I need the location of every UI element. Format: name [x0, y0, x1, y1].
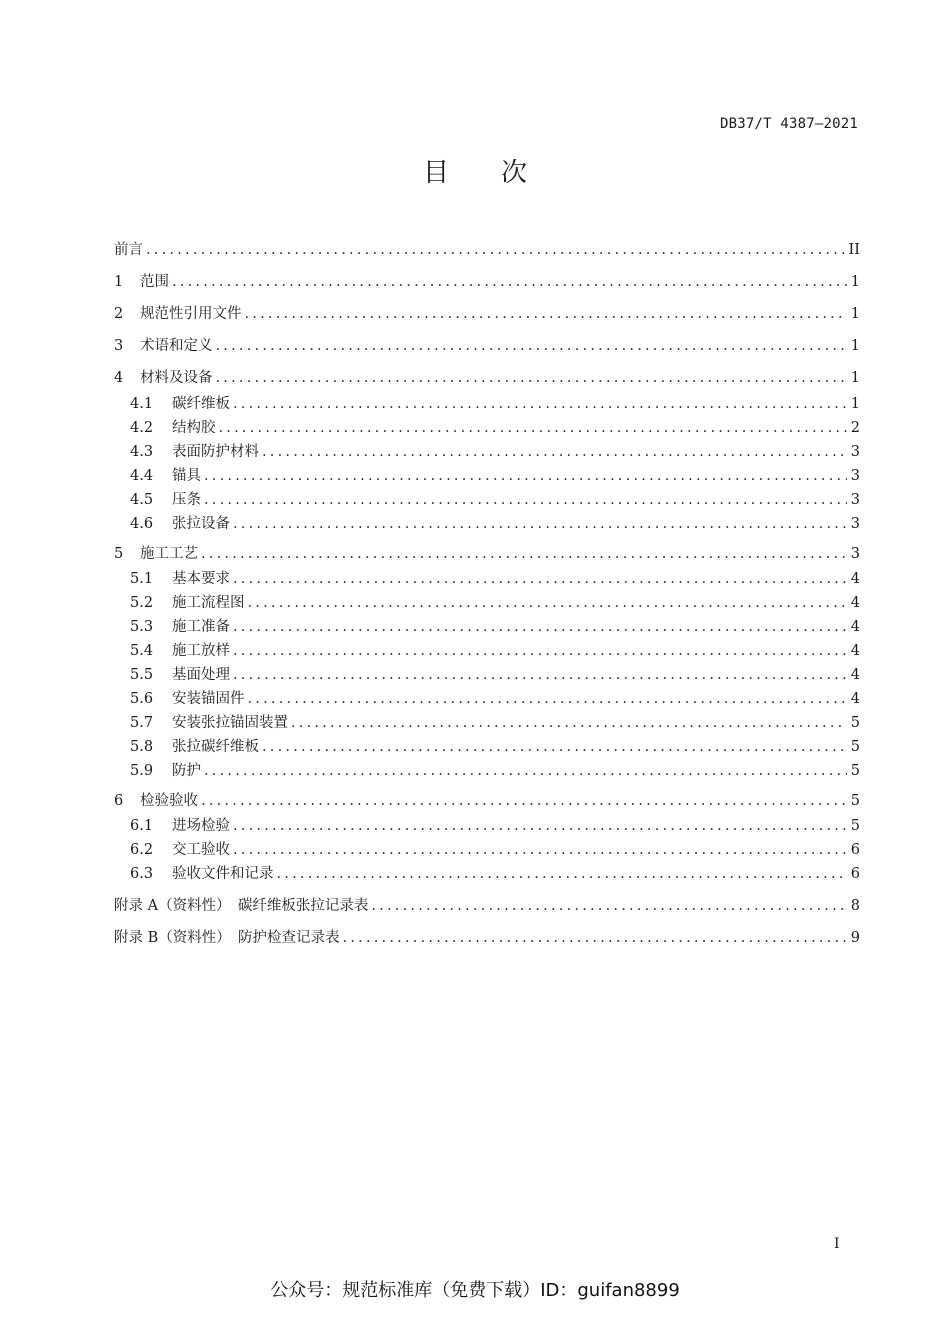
- toc-entry-label: 基本要求: [172, 571, 230, 587]
- toc-entry-number: 5.7: [130, 715, 154, 731]
- toc-entry-label: 表面防护材料: [172, 444, 259, 460]
- toc-leader-dots: [219, 418, 848, 438]
- toc-entry-label: 施工放样: [172, 643, 230, 659]
- toc-entry-label: 附录 A（资料性） 碳纤维板张拉记录表: [114, 898, 369, 914]
- toc-entry-number: 5.8: [130, 739, 154, 755]
- toc-entry-label: 施工工艺: [140, 546, 198, 562]
- toc-entry[interactable]: [114, 896, 860, 916]
- toc-entry[interactable]: [114, 791, 860, 811]
- toc-entry-label: 防护: [172, 763, 201, 779]
- toc-entry-label: 施工流程图: [172, 595, 245, 611]
- toc-leader-dots: [233, 665, 847, 685]
- toc-entry-number: 5.1: [130, 571, 154, 587]
- toc-entry[interactable]: [130, 689, 860, 709]
- toc-entry-number: 5.5: [130, 667, 154, 683]
- toc-entry-page: 3: [850, 516, 860, 532]
- toc-entry[interactable]: [130, 442, 860, 462]
- toc-entry[interactable]: [130, 514, 860, 534]
- toc-leader-dots: [204, 761, 847, 781]
- toc-entry-number: 5.6: [130, 691, 154, 707]
- toc-entry-page: 3: [850, 546, 860, 562]
- toc-leader-dots: [343, 928, 847, 948]
- title-char-1: 目: [422, 158, 449, 188]
- toc-entry-number: 1: [114, 274, 124, 290]
- toc-entry[interactable]: [130, 761, 860, 781]
- toc-entry-page: 3: [850, 444, 860, 460]
- toc-entry-number: 5.2: [130, 595, 154, 611]
- toc-entry-label: 验收文件和记录: [172, 866, 274, 882]
- toc-entry-label: 施工准备: [172, 619, 230, 635]
- toc-entry-page: 4: [850, 691, 860, 707]
- toc-entry[interactable]: [130, 713, 860, 733]
- toc-entry[interactable]: [130, 490, 860, 510]
- toc-entry-page: 1: [850, 338, 860, 354]
- toc-entry[interactable]: [130, 864, 860, 884]
- toc-leader-dots: [233, 840, 847, 860]
- toc-leader-dots: [371, 896, 847, 916]
- toc-leader-dots: [204, 466, 847, 486]
- toc-leader-dots: [248, 689, 848, 709]
- footer-watermark: 公众号：规范标准库（免费下载）ID：guifan8899: [270, 1280, 680, 1301]
- toc-entry-number: 4.2: [130, 420, 154, 436]
- toc-entry[interactable]: [130, 737, 860, 757]
- toc-entry-page: 5: [850, 739, 860, 755]
- toc-entry[interactable]: [130, 641, 860, 661]
- toc-entry-number: 4: [114, 370, 124, 386]
- title-char-2: 次: [501, 158, 528, 188]
- toc-entry-number: 4.4: [130, 468, 154, 484]
- toc-entry[interactable]: [130, 418, 860, 438]
- toc-leader-dots: [201, 791, 847, 811]
- toc-entry[interactable]: [114, 272, 860, 292]
- toc-leader-dots: [245, 304, 848, 324]
- toc-entry-page: 4: [850, 595, 860, 611]
- toc-entry-page: 5: [850, 793, 860, 809]
- toc-entry-page: 4: [850, 571, 860, 587]
- toc-leader-dots: [291, 713, 847, 733]
- toc-entry-label: 范围: [140, 274, 169, 290]
- toc-entry-page: 4: [850, 619, 860, 635]
- toc-entry-label: 结构胶: [172, 420, 216, 436]
- toc-entry-page: 1: [850, 370, 860, 386]
- toc-leader-dots: [201, 544, 847, 564]
- toc-entry-page: 6: [850, 866, 860, 882]
- page-number: I: [834, 1236, 840, 1252]
- toc-entry-page: 2: [850, 420, 860, 436]
- toc-entry-label: 碳纤维板: [172, 396, 230, 412]
- toc-entry[interactable]: [130, 466, 860, 486]
- toc-entry-number: 5.9: [130, 763, 154, 779]
- toc-entry-page: 3: [850, 492, 860, 508]
- toc-entry-page: 9: [850, 930, 860, 946]
- toc-leader-dots: [146, 240, 846, 260]
- toc-entry-label: 术语和定义: [140, 338, 213, 354]
- toc-entry[interactable]: [130, 665, 860, 685]
- toc-entry-label: 锚具: [172, 468, 201, 484]
- toc-entry-number: 4.3: [130, 444, 154, 460]
- toc-entry-number: 2: [114, 306, 124, 322]
- toc-entry[interactable]: [114, 336, 860, 356]
- toc-entry-number: 6.3: [130, 866, 154, 882]
- toc-entry-page: 5: [850, 715, 860, 731]
- toc-entry-number: 6: [114, 793, 124, 809]
- toc-entry-page: 5: [850, 763, 860, 779]
- toc-entry-label: 压条: [172, 492, 201, 508]
- toc-entry-page: 1: [850, 306, 860, 322]
- toc-leader-dots: [233, 617, 847, 637]
- toc-entry-number: 3: [114, 338, 124, 354]
- toc-entry-label: 安装锚固件: [172, 691, 245, 707]
- toc-leader-dots: [262, 737, 847, 757]
- toc-entry-page: 4: [850, 643, 860, 659]
- toc-leader-dots: [233, 394, 847, 414]
- page-title: [0, 152, 950, 189]
- toc-entry-page: 5: [850, 818, 860, 834]
- toc-leader-dots: [233, 514, 847, 534]
- toc-entry[interactable]: [130, 840, 860, 860]
- toc-entry[interactable]: [130, 394, 860, 414]
- toc-leader-dots: [277, 864, 848, 884]
- toc-entry[interactable]: [130, 816, 860, 836]
- toc-entry-label: 安装张拉锚固装置: [172, 715, 288, 731]
- toc-entry[interactable]: [130, 593, 860, 613]
- toc-leader-dots: [233, 569, 847, 589]
- toc-leader-dots: [172, 272, 847, 292]
- toc-entry[interactable]: [114, 544, 860, 564]
- toc-entry-number: 6.2: [130, 842, 154, 858]
- toc-entry-label: 交工验收: [172, 842, 230, 858]
- toc-entry-number: 4.5: [130, 492, 154, 508]
- toc-entry-page: II: [848, 242, 860, 258]
- toc-entry-number: 4.1: [130, 396, 154, 412]
- toc-entry[interactable]: [114, 928, 860, 948]
- toc-entry[interactable]: [114, 304, 860, 324]
- toc-entry-label: 检验验收: [140, 793, 198, 809]
- toc-leader-dots: [262, 442, 847, 462]
- toc-entry[interactable]: [114, 240, 860, 260]
- toc-leader-dots: [233, 816, 847, 836]
- toc-entry-page: 1: [850, 396, 860, 412]
- toc-leader-dots: [216, 368, 848, 388]
- toc-entry-label: 进场检验: [172, 818, 230, 834]
- toc-entry-page: 8: [850, 898, 860, 914]
- toc-leader-dots: [216, 336, 848, 356]
- toc-entry-label: 规范性引用文件: [140, 306, 242, 322]
- toc-entry-number: 5: [114, 546, 124, 562]
- toc-entry-page: 4: [850, 667, 860, 683]
- toc-entry-label: 材料及设备: [140, 370, 213, 386]
- toc-leader-dots: [233, 641, 847, 661]
- toc-entry-page: 1: [850, 274, 860, 290]
- toc-entry-label: 张拉设备: [172, 516, 230, 532]
- toc-entry[interactable]: [114, 368, 860, 388]
- document-code: DB37/T 4387—2021: [719, 116, 858, 132]
- toc-entry-page: 3: [850, 468, 860, 484]
- toc-entry-number: 6.1: [130, 818, 154, 834]
- toc-leader-dots: [204, 490, 847, 510]
- toc-entry-number: 4.6: [130, 516, 154, 532]
- toc-entry-page: 6: [850, 842, 860, 858]
- toc-entry-number: 5.3: [130, 619, 154, 635]
- toc-leader-dots: [248, 593, 848, 613]
- toc-entry-label: 前言: [114, 242, 143, 258]
- toc-entry-label: 张拉碳纤维板: [172, 739, 259, 755]
- toc-entry-number: 5.4: [130, 643, 154, 659]
- toc-entry[interactable]: [130, 569, 860, 589]
- toc-entry-label: 附录 B（资料性） 防护检查记录表: [114, 930, 340, 946]
- toc-entry-label: 基面处理: [172, 667, 230, 683]
- toc-entry[interactable]: [130, 617, 860, 637]
